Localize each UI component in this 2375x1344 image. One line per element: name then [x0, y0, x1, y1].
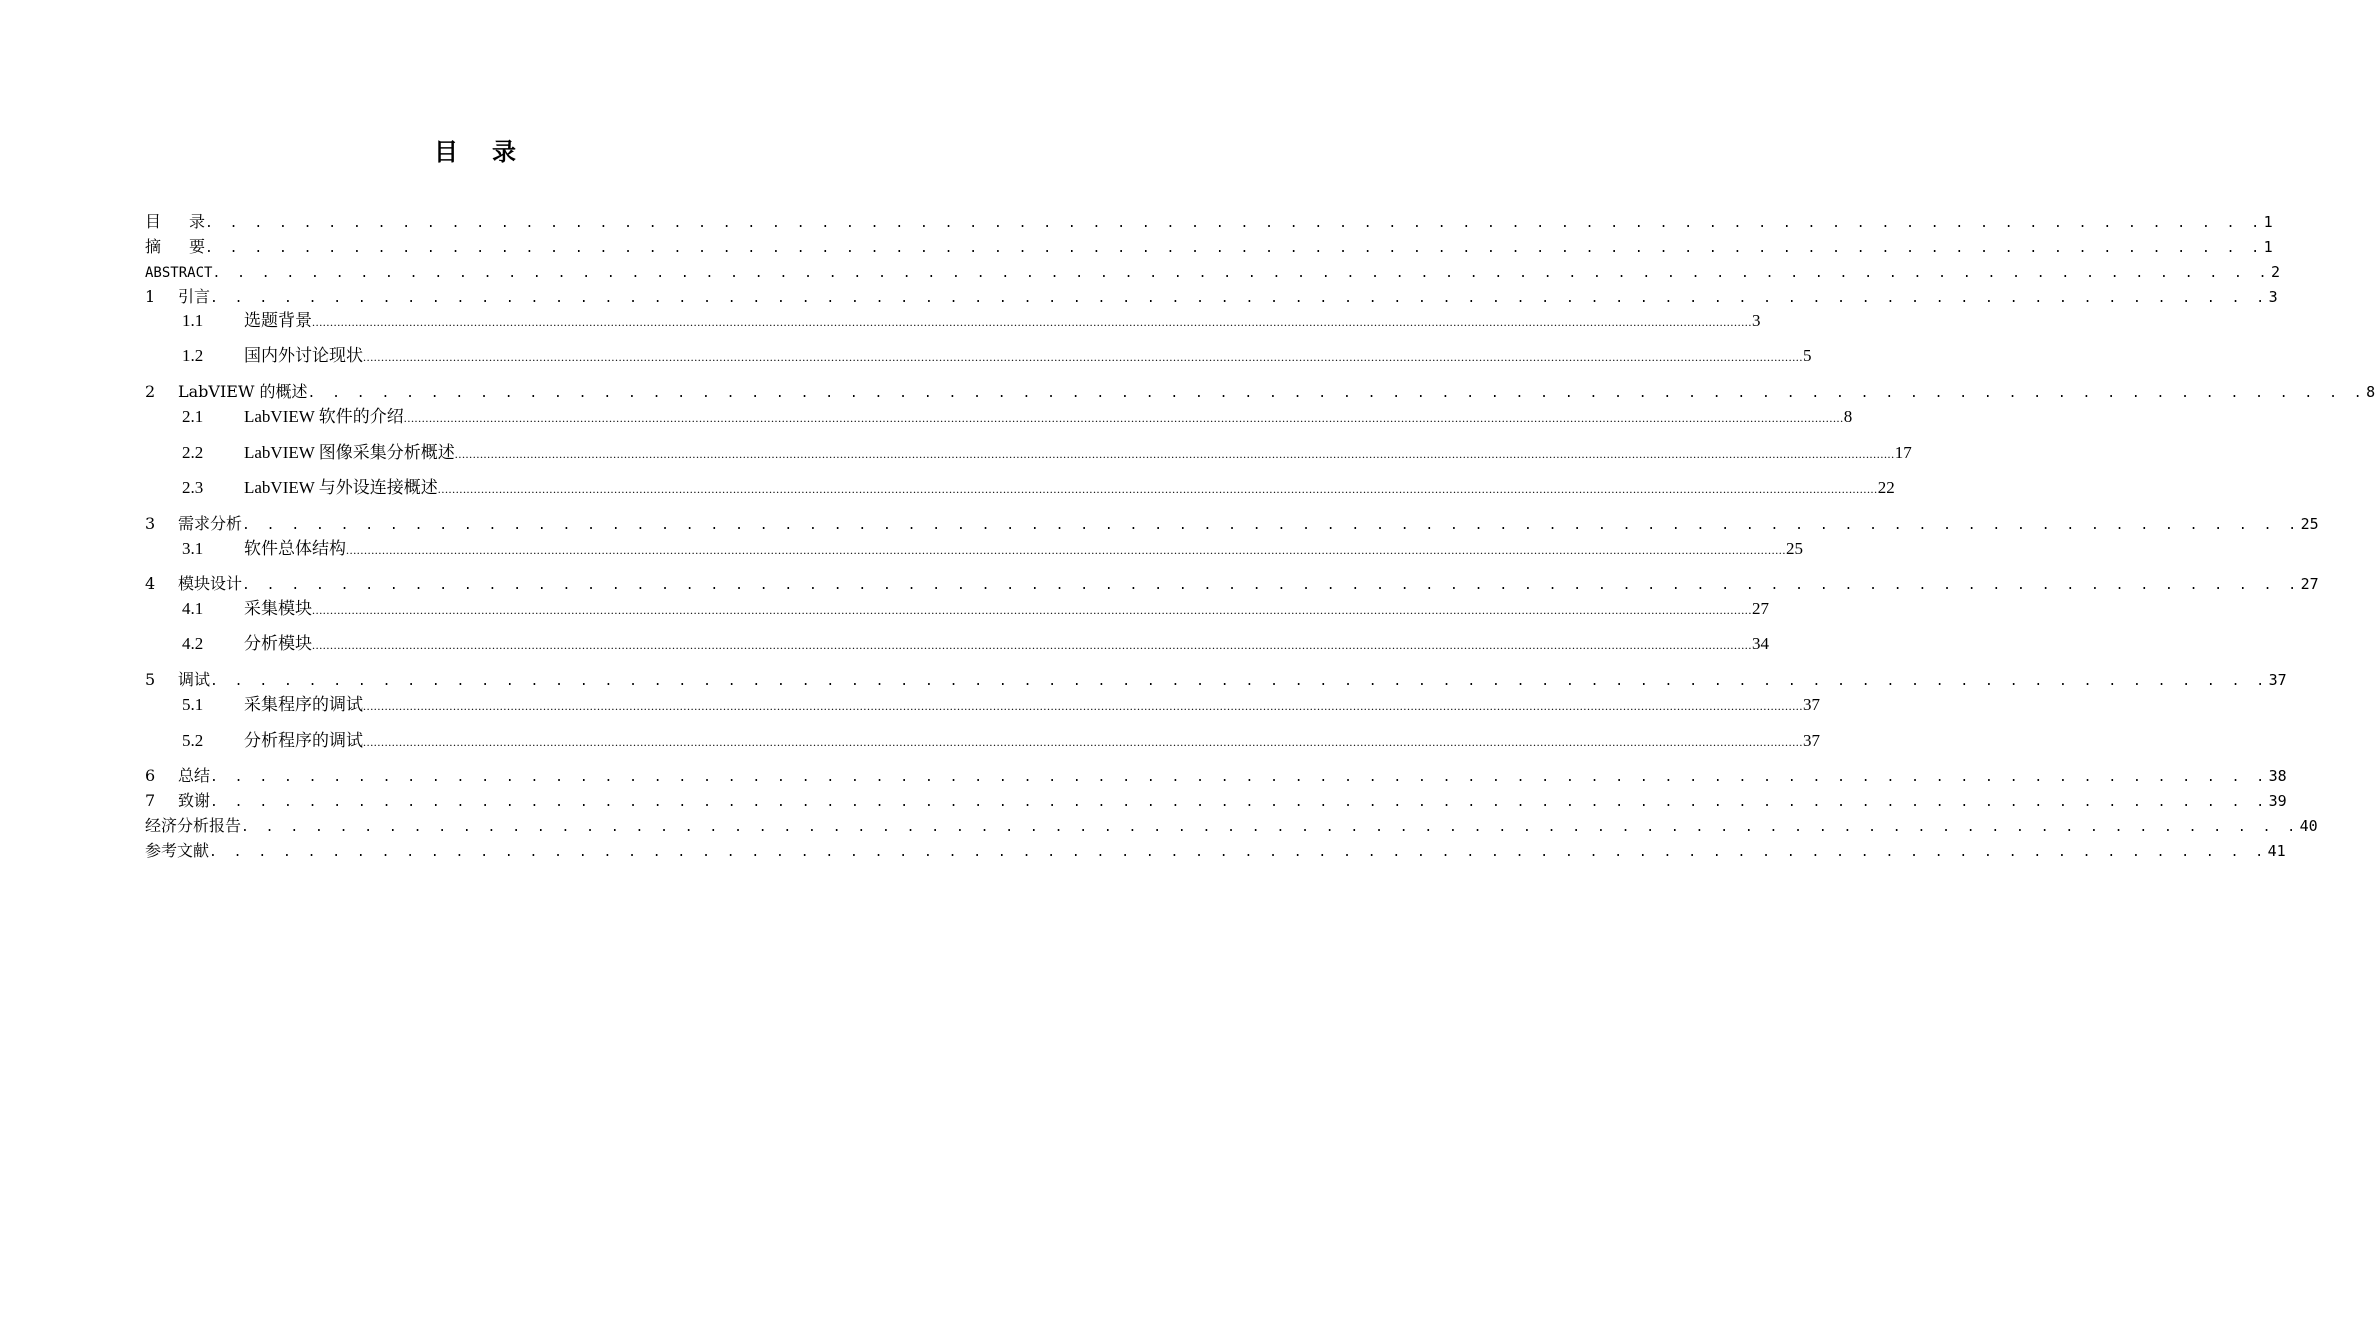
dot-leader: . . . . . . . . . . . . . . . . . . . . . . . . . . . . . . . . . . . . . . . . . . . . . . . . . . . . . . . . . . . . . . . . . . . . . . . . . . . . . . . . . . . .	[210, 770, 2269, 785]
toc-entry-page-number: 8	[1843, 407, 1853, 426]
toc-entry-s4[interactable]	[145, 573, 2319, 595]
toc-entry-s2-1[interactable]	[182, 405, 1853, 429]
toc-entry-page-number: 37	[1803, 695, 1820, 714]
toc-entry-page-number: 37	[2268, 671, 2287, 689]
toc-entry-label: LabVIEW 的概述	[178, 382, 308, 401]
toc-entry-number: 3	[145, 514, 156, 533]
toc-entry-label: 引言	[178, 287, 211, 306]
toc-entry-label-char: 要	[189, 237, 206, 256]
toc-entry-page-number: 27	[2300, 575, 2319, 593]
dot-leader: . . . . . . . . . . . . . . . . . . . . . . . . . . . . . . . . . . . . . . . . . . . . . . . . . . . . . . . . . . . . . . . . . . . . . . . . . . . . . . . . . . . .	[212, 266, 2271, 281]
toc-entry-s1[interactable]	[145, 286, 2278, 308]
toc-entry-number: 7	[145, 791, 156, 810]
toc-entry-label: 参考文献	[145, 841, 210, 860]
toc-entry-number: 1	[145, 287, 156, 306]
dot-leader: . . . . . . . . . . . . . . . . . . . . . . . . . . . . . . . . . . . . . . . . . . . . . . . . . . . . . . . . . . . . . . . . . . . . . . . . . . . . . . . . . . . .	[307, 386, 2367, 401]
toc-entry-label: 国内外讨论现状	[244, 346, 363, 365]
toc-entry-label	[145, 236, 205, 258]
toc-entry-label: ABSTRACT	[145, 265, 213, 281]
dot-leader: . . . . . . . . . . . . . . . . . . . . . . . . . . . . . . . . . . . . . . . . . . . . . . . . . . . . . . . . . . . . . . . . . . . . . . . . . . . . . . . . . . . .	[209, 845, 2268, 860]
toc-entry-zhaiyao[interactable]	[145, 236, 2273, 258]
toc-entry-number: 5.1	[182, 695, 204, 714]
toc-entry-label: 选题背景	[244, 311, 312, 330]
toc-entry-label: 模块设计	[178, 574, 243, 593]
dot-leader: ................................................................................................................................................................................................................................................................................................................................................................................................................	[454, 447, 1895, 461]
toc-entry-s7[interactable]	[145, 790, 2287, 812]
toc-entry-page-number: 25	[2300, 515, 2319, 533]
toc-entry-page-number: 27	[1752, 599, 1769, 618]
toc-entry-s2-2[interactable]	[182, 441, 1912, 465]
dot-leader: . . . . . . . . . . . . . . . . . . . . . . . . . . . . . . . . . . . . . . . . . . . . . . . . . . . . . . . . . . . . . . . . . . . . . . . . . . . . . . . . . . . .	[242, 578, 2301, 593]
toc-entry-s4-2[interactable]	[182, 632, 1769, 656]
toc-entry-page-number: 37	[1803, 731, 1820, 750]
toc-entry-s1-1[interactable]	[182, 309, 1761, 333]
toc-entry-number: 3.1	[182, 539, 204, 558]
toc-entry-label-char: 摘	[145, 237, 162, 256]
toc-entry-number: 2.1	[182, 407, 204, 426]
toc-entry-number: 2.3	[182, 478, 204, 497]
toc-entry-s6[interactable]	[145, 765, 2287, 787]
toc-entry-page-number: 1	[2263, 213, 2273, 231]
dot-leader: . . . . . . . . . . . . . . . . . . . . . . . . . . . . . . . . . . . . . . . . . . . . . . . . . . . . . . . . . . . . . . . . . . . . . . . . . . . . . . . . . . . .	[205, 241, 2264, 256]
toc-entry-number: 4.2	[182, 634, 204, 653]
dot-leader: . . . . . . . . . . . . . . . . . . . . . . . . . . . . . . . . . . . . . . . . . . . . . . . . . . . . . . . . . . . . . . . . . . . . . . . . . . . . . . . . . . . .	[205, 216, 2264, 231]
dot-leader: ................................................................................................................................................................................................................................................................................................................................................................................................................	[312, 638, 1752, 652]
toc-entry-label-char: 录	[189, 212, 206, 231]
toc-entry-number: 4	[145, 574, 156, 593]
dot-leader: . . . . . . . . . . . . . . . . . . . . . . . . . . . . . . . . . . . . . . . . . . . . . . . . . . . . . . . . . . . . . . . . . . . . . . . . . . . . . . . . . . . .	[241, 820, 2300, 835]
toc-entry-label: 调试	[178, 670, 211, 689]
toc-entry-page-number: 38	[2268, 767, 2287, 785]
dot-leader: . . . . . . . . . . . . . . . . . . . . . . . . . . . . . . . . . . . . . . . . . . . . . . . . . . . . . . . . . . . . . . . . . . . . . . . . . . . . . . . . . . . .	[210, 674, 2269, 689]
toc-entry-number: 6	[145, 766, 156, 785]
toc-entry-page-number: 40	[2299, 817, 2318, 835]
toc-entry-number: 5.2	[182, 731, 204, 750]
toc-entry-label: 分析模块	[244, 634, 312, 653]
dot-leader: ................................................................................................................................................................................................................................................................................................................................................................................................................	[403, 411, 1844, 425]
toc-entry-page-number: 22	[1877, 478, 1895, 497]
toc-entry-page-number: 34	[1752, 634, 1769, 653]
toc-entry-label-char: 目	[145, 212, 162, 231]
toc-entry-number: 5	[145, 670, 156, 689]
toc-entry-number: 2	[145, 382, 156, 401]
toc-entry-s1-2[interactable]	[182, 344, 1812, 368]
toc-entry-number: 4.1	[182, 599, 204, 618]
dot-leader: ................................................................................................................................................................................................................................................................................................................................................................................................................	[437, 482, 1878, 496]
toc-entry-s4-1[interactable]	[182, 597, 1769, 621]
toc-entry-label: LabVIEW 与外设连接概述	[244, 478, 438, 497]
toc-entry-page-number: 25	[1786, 539, 1803, 558]
toc-entry-label: 软件总体结构	[244, 539, 346, 558]
toc-entry-page-number: 8	[2366, 383, 2375, 401]
toc-entry-page-number: 17	[1894, 443, 1912, 462]
title-char-1: 目	[434, 138, 458, 166]
dot-leader: ................................................................................................................................................................................................................................................................................................................................................................................................................	[363, 735, 1803, 749]
toc-entry-number: 2.2	[182, 443, 204, 462]
toc-entry-s5-1[interactable]	[182, 693, 1820, 717]
dot-leader: . . . . . . . . . . . . . . . . . . . . . . . . . . . . . . . . . . . . . . . . . . . . . . . . . . . . . . . . . . . . . . . . . . . . . . . . . . . . . . . . . . . .	[242, 518, 2301, 533]
toc-entry-label: 致谢	[178, 791, 211, 810]
toc-entry-s3-1[interactable]	[182, 537, 1803, 561]
toc-entry-label: 分析程序的调试	[244, 731, 363, 750]
toc-entry-page-number: 1	[2263, 238, 2273, 256]
dot-leader: . . . . . . . . . . . . . . . . . . . . . . . . . . . . . . . . . . . . . . . . . . . . . . . . . . . . . . . . . . . . . . . . . . . . . . . . . . . . . . . . . . . .	[210, 795, 2269, 810]
toc-entry-label: LabVIEW 软件的介绍	[244, 407, 404, 426]
dot-leader: ................................................................................................................................................................................................................................................................................................................................................................................................................	[312, 603, 1752, 617]
toc-entry-page-number: 39	[2268, 792, 2287, 810]
toc-entry-label: 经济分析报告	[145, 816, 242, 835]
toc-entry-label: 需求分析	[178, 514, 243, 533]
toc-entry-jingji[interactable]	[145, 815, 2318, 837]
toc-entry-page-number: 3	[1752, 311, 1761, 330]
dot-leader: ................................................................................................................................................................................................................................................................................................................................................................................................................	[346, 543, 1786, 557]
dot-leader: ................................................................................................................................................................................................................................................................................................................................................................................................................	[363, 350, 1803, 364]
toc-entry-abstract[interactable]	[145, 261, 2281, 283]
toc-entry-number: 1.1	[182, 311, 204, 330]
toc-entry-mulu[interactable]	[145, 211, 2273, 233]
toc-entry-page-number: 2	[2271, 263, 2281, 281]
toc-entry-s5[interactable]	[145, 669, 2287, 691]
toc-entry-s2-3[interactable]	[182, 476, 1895, 500]
toc-entry-page-number: 3	[2268, 288, 2278, 306]
toc-entry-label: 采集程序的调试	[244, 695, 363, 714]
toc-entry-s3[interactable]	[145, 513, 2319, 535]
title-char-2: 录	[492, 138, 516, 166]
toc-entry-page-number: 5	[1803, 346, 1812, 365]
toc-entry-cankao[interactable]	[145, 840, 2286, 862]
toc-entry-s2[interactable]	[145, 381, 2375, 403]
toc-entry-number: 1.2	[182, 346, 204, 365]
dot-leader: . . . . . . . . . . . . . . . . . . . . . . . . . . . . . . . . . . . . . . . . . . . . . . . . . . . . . . . . . . . . . . . . . . . . . . . . . . . . . . . . . . . .	[210, 291, 2269, 306]
toc-entry-s5-2[interactable]	[182, 729, 1820, 753]
dot-leader: ................................................................................................................................................................................................................................................................................................................................................................................................................	[312, 315, 1752, 329]
toc-entry-label: 总结	[178, 766, 211, 785]
toc-entry-label	[145, 211, 205, 233]
toc-entry-label: 采集模块	[244, 599, 312, 618]
toc-entry-label: LabVIEW 图像采集分析概述	[244, 443, 455, 462]
toc-entry-page-number: 41	[2267, 842, 2286, 860]
dot-leader: ................................................................................................................................................................................................................................................................................................................................................................................................................	[363, 699, 1803, 713]
